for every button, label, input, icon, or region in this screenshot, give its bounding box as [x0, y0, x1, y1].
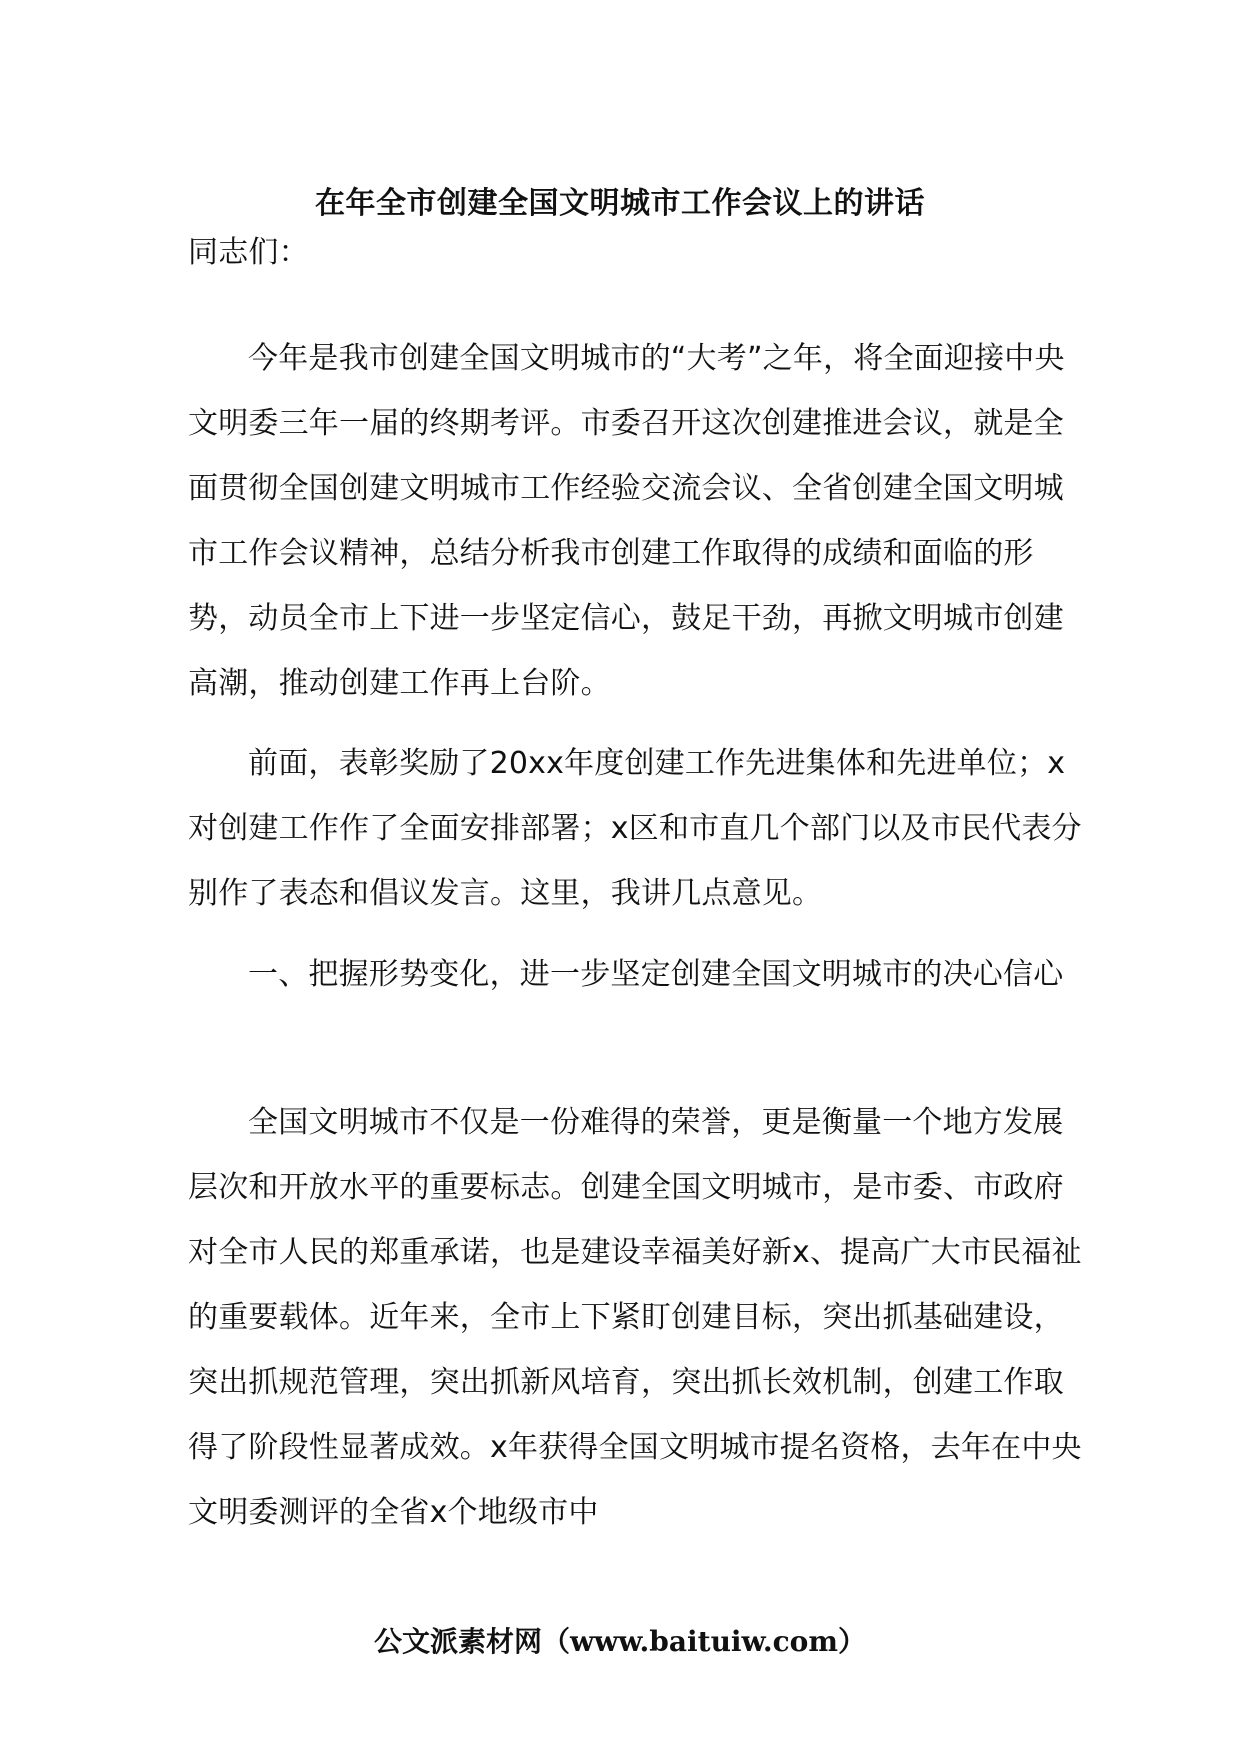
footer-watermark: 公文派素材网（www.baituiw.com） — [374, 1625, 866, 1658]
paragraph-text: 前面，表彰奖励了20xx年度创建工作先进集体和先进单位；x对创建工作作了全面安排部署；x区和市直几个部门以及市民代表分别作了表态和倡议发言。这里，我讲几点意见。 — [188, 746, 1082, 911]
paragraph-recap — [188, 731, 1088, 926]
paragraph-text: 今年是我市创建全国文明城市的“大考”之年，将全面迎接中央文明委三年一届的终期考评。市委召开这次创建推进会议，就是全面贯彻全国创建文明城市工作经验交流会议、全省创建全国文明城市工作会议精神，总结分析我市创建工作取得的成绩和面临的形势，动员全市上下进一步坚定信心，鼓足干劲，再掀文明城市创建高潮，推动创建工作再上台阶。 — [188, 341, 1065, 701]
document-title: 在年全市创建全国文明城市工作会议上的讲话 — [315, 186, 925, 221]
salutation: 同志们： — [188, 235, 309, 270]
paragraph-intro — [188, 326, 1088, 716]
paragraph-text: 全国文明城市不仅是一份难得的荣誉，更是衡量一个地方发展层次和开放水平的重要标志。创建全国文明城市，是市委、市政府对全市人民的郑重承诺，也是建设幸福美好新x、提高广大市民福祉的重要载体。近年来，全市上下紧盯创建目标，突出抓基础建设，突出抓规范管理，突出抓新风培育，突出抓长效机制，创建工作取得了阶段性显著成效。x年获得全国文明城市提名资格，去年在中央文明委测评的全省x个地级市中 — [188, 1105, 1082, 1530]
paragraph-section-1 — [188, 1090, 1088, 1545]
section-heading-text: 一、把握形势变化，进一步坚定创建全国文明城市的决心信心 — [248, 957, 1064, 992]
section-heading-1 — [188, 942, 1088, 1007]
